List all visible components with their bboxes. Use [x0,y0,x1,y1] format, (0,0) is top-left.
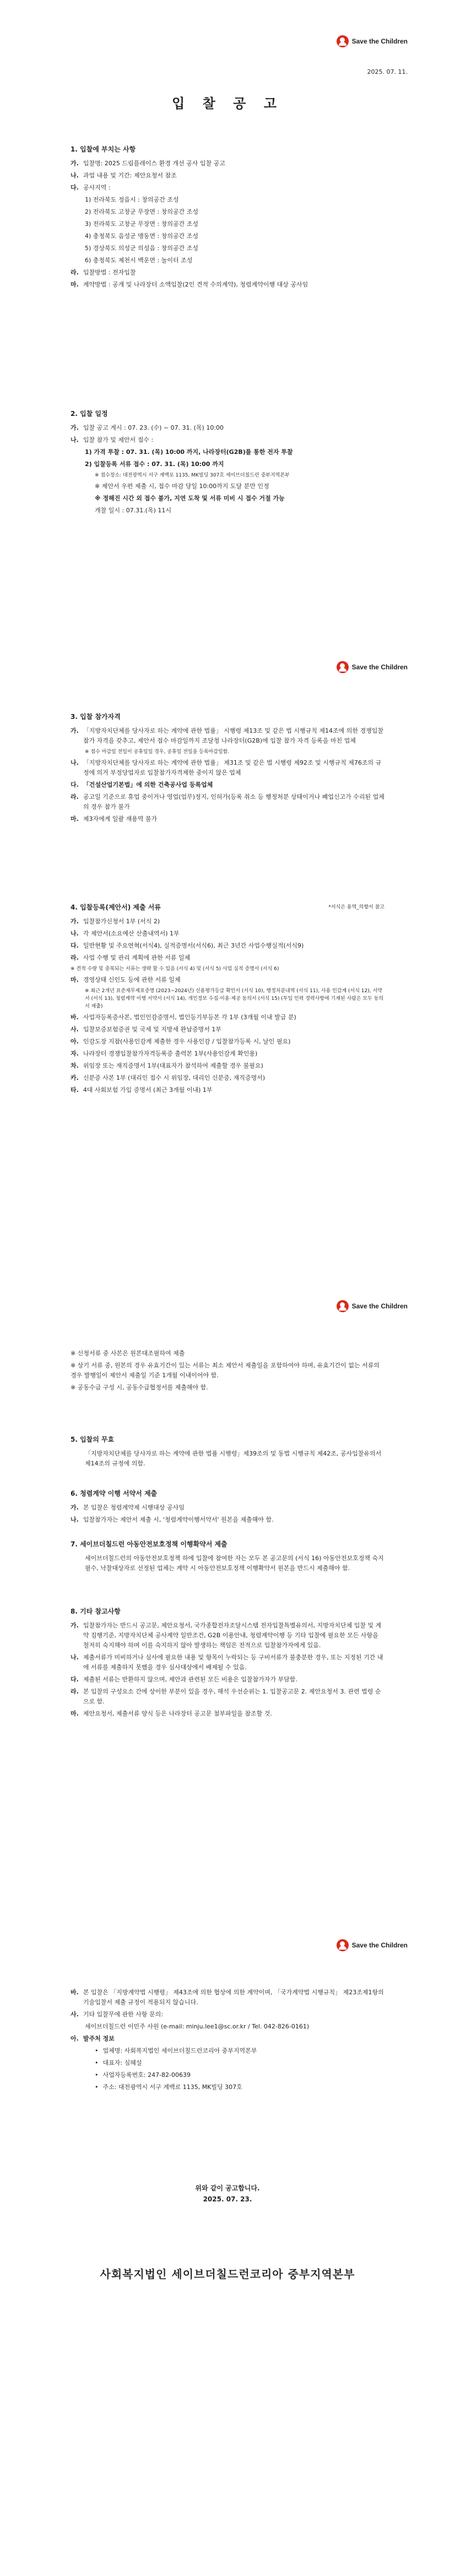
contact-info: 세이브더칠드런 이민주 사원 (e-mail: minju.lee1@sc.or.kr / Tel. 042-826-0161) [85,2023,310,2030]
section-heading: 1. 입찰에 부치는 사항 [71,145,136,153]
reference-text: 제출서류가 미비하거나 심사에 필요한 내용 및 항목이 누락되는 등 구비서류가 불충분한 경우, 또는 지정된 기간 내에 서류를 제출하지 못했을 경우 심사대상에서 배제될 수 있음. [83,1654,383,1671]
scope-text: 과업 내용 및 기간: 제안요청서 참조 [83,172,177,179]
save-the-children-logo-icon [337,661,349,673]
document-deadline: 2) 입찰등록 서류 접수 : 07. 31. (목) 10:00 까지 [85,461,224,468]
qualification-text: 제3자에게 일괄 재용역 불가 [83,815,158,822]
item-label: 아. [71,2035,79,2042]
section-1 [71,144,384,292]
item-label: 나. [71,172,79,179]
document-item: 입찰보증보험증권 및 국세 및 지방세 완납증명서 1부 [83,1026,221,1033]
qualification-text: 「지방자치단체를 당사자로 하는 계약에 관한 법률」 제31조 및 같은 법 시행령 제92조 및 시행규칙 제76조의 규정에 의거 부정당업자로 입찰참가자격제한 중이지 않은 업체 [83,759,382,776]
item-label: 바. [71,1014,79,1021]
logo [337,1939,408,1951]
document-item: 신분증 사본 1부 (대리인 접수 시 위임장, 대리인 신분증, 재직증명서) [83,1074,266,1081]
document-note: ※ 최근 2개년 표준재무제표증명 (2023~2024년) 신용평가등급 확인서 (서식 10), 행정처분내역 (서식 11), 사용 인감계 (서식 12), 서약서 (서식 13), 청렴계약 이행 서약서 (서식 14), 개인정보 수집·이용·제공 동의서 (서식 15) (투입 인력 경력사항에 기재된 사람은 모두 동의서 제출) [85,988,384,1009]
item-label: 차. [71,1062,79,1069]
section-7 [71,1539,384,1576]
section-5 [71,1435,384,1471]
item-label: 가. [71,160,79,167]
site-item: 1) 전라북도 정읍시 : 창의공간 조성 [85,196,179,203]
document-notes [71,1349,384,1395]
item-label: 가. [71,424,79,431]
site-item: 5) 경상북도 의성군 의성읍 : 창의공간 조성 [85,245,198,252]
submission-note: ※ 정해진 시간 외 접수 불가, 지연 도착 및 서류 미비 시 접수 거절 가능 [95,495,285,502]
page-title: 입 찰 공 고 [172,96,283,111]
item-label: 가. [71,727,79,734]
document-item: 위임장 또는 재직증명서 1부(대표자가 참석하여 제출할 경우 불필요) [83,1062,263,1069]
closing [0,2183,455,2205]
item-label: 나. [71,759,79,766]
document-item: 사업자등록증사본, 법인인감증명서, 법인등기부등본 각 1부 (3개월 이내 발급 분) [83,1014,296,1021]
item-label: 아. [71,1038,79,1045]
item-label: 나. [71,436,79,443]
reference-text: 제안요청서, 제출서류 양식 등은 나라장터 공고문 첨부파일을 참조할 것. [83,1710,272,1717]
section-8 [71,1606,384,1721]
item-label: 나. [71,1516,79,1523]
item-label: 라. [71,1688,79,1695]
closing-statement: 위와 같이 공고합니다. [195,2184,260,2192]
document-item: 나라장터 경쟁입찰참가자격등록증 출력본 1부(사용인감계 확인용) [83,1050,258,1057]
page-4 [0,1917,455,2576]
item-label: 사. [71,2011,79,2018]
save-the-children-logo-icon [337,1939,349,1951]
item-label: 가. [71,1504,79,1511]
save-the-children-logo-icon [337,35,349,47]
posting-period: 입찰 공고 게시 : 07. 23. (수) ~ 07. 31. (목) 10:00 [83,424,224,431]
section-3 [71,712,384,826]
qualification-text: 공고일 기준으로 휴업 중이거나 영업(업무)정지, 인허가(등록 취소 등 행정처분 상태이거나 폐업신고가 수리된 업체의 경우 참가 불가 [83,793,384,810]
item-label: 다. [71,942,79,949]
item-label: 라. [71,954,79,961]
price-bid-deadline: 1) 가격 투찰 : 07. 31. (목) 10:00 까지, 나라장터(G2B)를 통한 전자 투찰 [85,448,293,456]
section-6 [71,1489,384,1527]
client-info-item: • 사업자등록번호: 247-82-00639 [95,2070,384,2080]
item-label: 가. [71,918,79,925]
section-4 [71,902,384,1097]
bid-method: 입찰방법 : 전자입찰 [83,269,136,276]
logo-text: Save the Children [351,1941,408,1949]
reference-text: 입찰참가자는 반드시 공고문, 제안요청서, 국가종합전자조달시스템 전자입찰특별유의서, 지방자치단체 입찰 및 계약 집행기준, 지방자치단체 공사계약 일반조건, G2B 이용안내, 청렴계약이행 등 기타 입찰에 필요한 모든 사항을 철저히 숙지해야 하며 이를 숙지하지 않아 발생하는 책임은 전적으로 입찰참가자에게 있음. [83,1622,382,1649]
contract-method: 계약방법 : 공개 및 나라장터 소액입찰(2인 견적 수의계약), 청렴계약이행 대상 공사임 [83,281,308,288]
client-info-item: • 대표자: 심혜설 [95,2058,384,2068]
logo [337,1300,408,1312]
integrity-text: 입찰참가자는 제안서 제출 시, '청렴계약이행서약서' 원본을 제출해야 함. [83,1516,274,1523]
item-label: 다. [71,184,79,191]
section-heading: 6. 청렴계약 이행 서약서 제출 [71,1490,158,1497]
client-info-list [71,2046,384,2092]
item-label: 나. [71,1654,79,1661]
integrity-text: 본 입찰은 청렴계약제 시행대상 공사임 [83,1504,185,1511]
qualification-note: ※ 접수 마감일 전일이 공휴일일 경우, 공휴일 전일을 등록마감일함. [85,749,230,755]
reference-text: 본 입찰의 구성요소 간에 상이한 부분이 있을 경우, 해석 우선순위는 1. 입찰공고문 2. 제안요청서 3. 관련 법령 순으로 함. [83,1688,381,1705]
client-info-item: • 주소: 대전광역시 서구 계백로 1135, MK빌딩 307호 [95,2082,384,2092]
item-label: 타. [71,1086,79,1094]
section-heading: 8. 기타 참고사항 [71,1608,121,1615]
document-note: ※ 공동수급 구성 시, 공동수급협정서를 제출해야 함. [71,1384,208,1391]
document-item: 사업 수행 및 관리 계획에 관한 서류 일체 [83,954,191,961]
document-note: ※ 견적 수량 및 중복되는 서류는 생략 할 수 있음 (서식 4) 및 (서식 5) 사업 실적 증명서 (서식 6) [71,966,279,972]
section-2 [71,409,384,518]
item-label: 나. [71,930,79,937]
section-heading: 2. 입찰 일정 [71,410,108,418]
item-label: 카. [71,1074,79,1081]
item-label: 사. [71,1026,79,1033]
document-note: ※ 신청서류 중 사본은 원본대조필하여 제출 [71,1350,185,1357]
document-item: 경영상태 신인도 등에 관한 서류 일체 [83,976,181,983]
qualification-text: 「지방자치단체를 당사자로 하는 계약에 관한 법률」 시행령 제13조 및 같은 법 시행규칙 제14조에 의한 경쟁입찰 참가 자격을 갖추고, 제안서 접수 마감일까지 조달청 나라장터(G2B)에 입찰 참가 자격 등록을 마친 업체 [83,727,384,744]
document-item: 각 제안서(소요예산 산출내역서) 1부 [83,930,180,937]
reference-text: 제출된 서류는 반환하지 않으며, 제안과 관련된 모든 비용은 입찰참가자가 부담함. [83,1676,297,1683]
document-item: 일반현황 및 주요연혁(서식4), 실적증명서(서식6), 최근 3년간 사업수행실적(서식9) [83,942,304,949]
page-1 [0,0,455,639]
client-info-item: • 업체명: 사회복지법인 세이브더칠드런코리아 중부지역본부 [95,2046,384,2056]
section-heading: 5. 입찰의 무효 [71,1436,115,1443]
invalid-bid-text: 「지방자치단체를 당사자로 하는 계약에 관한 법률 시행령」제39조의 및 동법 시행규칙 제42조, 공사입찰유의서 제14조의 규정에 의함. [85,1450,382,1467]
save-the-children-logo-icon [337,1300,349,1312]
opening-time: 개찰 일시 : 07.31.(목) 11시 [95,507,172,514]
page-3 [0,1278,455,1917]
logo-text: Save the Children [351,663,408,671]
site-heading: 공사지역 : [83,184,111,191]
document-date: 2025. 07. 11. [367,68,408,75]
closing-date: 2025. 07. 23. [203,2195,252,2203]
site-item: 6) 충청북도 제천시 백운면 : 놀이터 조성 [85,257,193,264]
logo-text: Save the Children [351,1302,408,1310]
section-heading: 7. 세이브더칠드런 아동안전보호정책 이행확약서 제출 [71,1540,228,1548]
item-label: 마. [71,281,79,288]
child-safeguarding-text: 세이브더칠드런의 아동안전보호정책 하에 입찰에 참여한 자는 모두 본 공고문의 (서식 16) 아동안전보호정책 숙지 필수, 낙찰대상자로 선정된 업체는 계약 시 아동안전보호정책 이행확약서 원본을 반드시 제출해야 함. [85,1555,384,1572]
bid-name: 입찰명: 2025 드림플레이스 환경 개선 공사 입찰 공고 [83,160,225,167]
logo [337,35,408,47]
form-note: *서식은 용역_의향서 참고 [328,905,384,910]
logo-text: Save the Children [351,37,408,45]
section-8-continued [71,1988,384,2095]
item-label: 라. [71,793,79,800]
submission-heading: 입찰 참가 및 제안서 접수 : [83,436,154,443]
section-heading-text: 4. 입찰등록(제안서) 제출 서류 [71,903,161,911]
item-label: 라. [71,269,79,276]
section-heading: 3. 입찰 참가자격 [71,713,121,721]
issuer-signature: 사회복지법인 세이브더칠드런코리아 중부지역본부 [100,2267,355,2281]
client-heading: 발주처 정보 [83,2035,115,2042]
reference-text: 본 입찰은 「지방계약법 시행령」 제43조에 의한 협상에 의한 계약이며, 「국가계약법 시행규칙」 제23조제1항의 기술입찰서 제출 규정이 적용되지 않습니다. [83,1989,384,2006]
site-item: 3) 전라북도 고창군 무장면 : 창의공간 조성 [85,220,198,228]
document-item: 인감도장 지참(사용인감계 제출한 경우 사용인감 / 입찰참가등록 시, 날인 필요) [83,1038,291,1045]
logo [337,661,408,673]
item-label: 마. [71,976,79,983]
page-2 [0,639,455,1278]
item-label: 마. [71,815,79,822]
document-note: ※ 상기 서류 중, 원본의 경우 유효기간이 있는 서류는 최소 제안서 제출일을 포함하여야 하며, 유효기간이 없는 서류의 경우 발행일이 제안서 제출일 기준 1개월 이내이어야 함. [71,1362,380,1379]
document-item: 4대 사회보험 가입 증명서 (최근 3개월 이내) 1부 [83,1086,213,1094]
item-label: 가. [71,1622,79,1629]
item-label: 다. [71,1676,79,1683]
item-label: 마. [71,1710,79,1717]
document-item: 입찰참가신청서 1부 (서식 2) [83,918,160,925]
item-label: 다. [71,781,79,788]
site-item: 2) 전라북도 고창군 무장면 : 창의공간 조성 [85,208,198,215]
item-label: 자. [71,1050,79,1057]
submission-note: ※ 접수장소: 대전광역시 서구 계백로 1135, MK빌딩 307호 세이브더칠드런 중부지역본부 [95,473,290,478]
inquiry-heading: 기타 입찰무에 관한 사항 문의: [83,2011,164,2018]
submission-note: ※ 제안서 우편 제출 시, 접수 마감 당일 10:00까지 도달 분만 인정 [95,483,269,490]
site-item: 4) 충청북도 음성군 맹동면 : 창의공간 조성 [85,232,198,240]
item-label: 바. [71,1989,79,1996]
section-heading [71,902,384,912]
qualification-text: 「건설산업기본법」에 의한 건축공사업 등록업체 [83,781,213,788]
